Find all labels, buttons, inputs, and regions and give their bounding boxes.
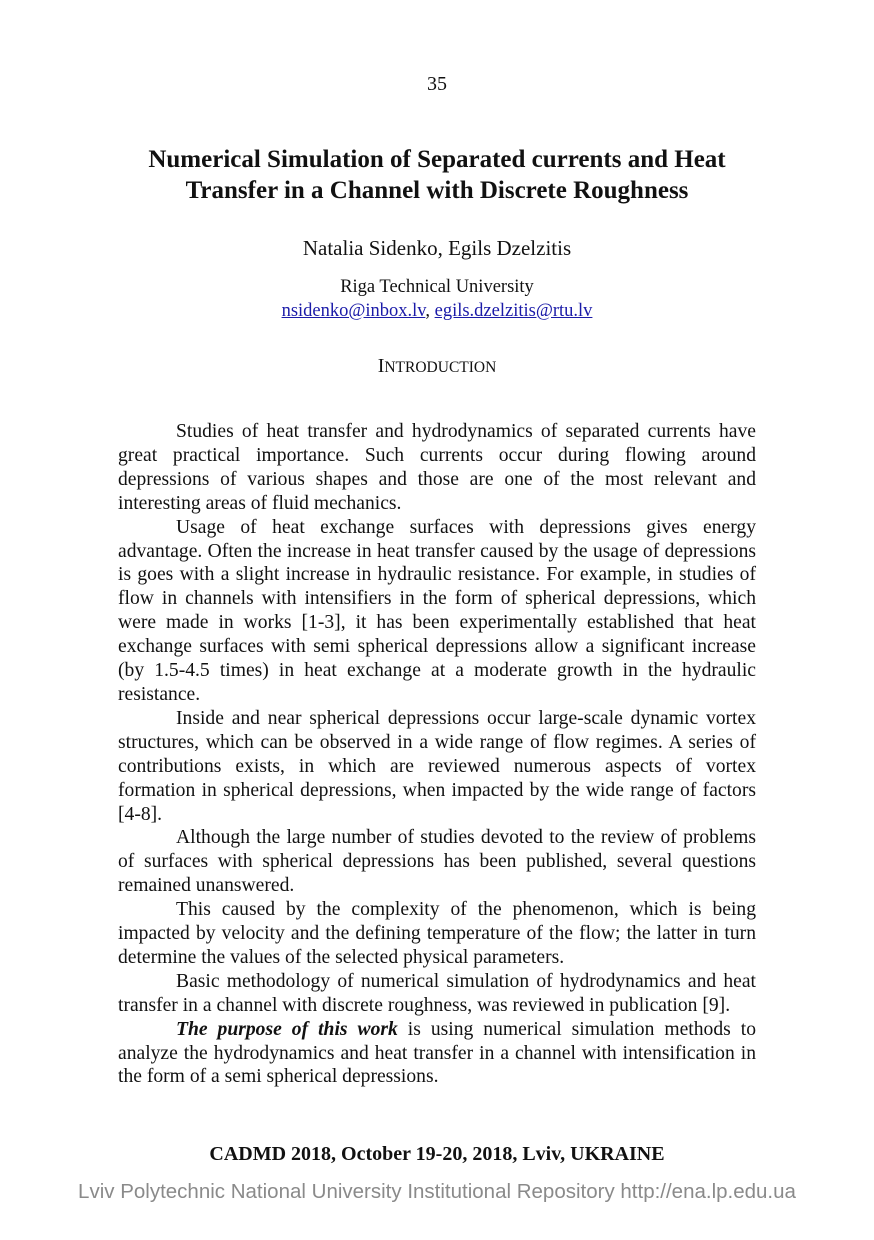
paragraph: Basic methodology of numerical simulation of hydrodynamics and heat transfer in a channel with discrete roughness, was reviewed in publication [9]. (118, 970, 756, 1016)
email-link-sidenko[interactable]: nsidenko@inbox.lv (281, 301, 426, 321)
purpose-emphasis: The purpose of this work (176, 1018, 398, 1040)
emails (0, 299, 874, 323)
affiliation: Riga Technical University (340, 277, 534, 297)
email-separator: , (425, 301, 435, 321)
paper-title: Numerical Simulation of Separated currents and Heat Transfer in a Channel with Discrete Roughness (148, 146, 726, 204)
authors: Natalia Sidenko, Egils Dzelzitis (302, 236, 572, 260)
paragraph: Inside and near spherical depressions occur large-scale dynamic vortex structures, which can be observed in a wide range of flow regimes. A series of contributions exists, in which are reviewed numerous aspects of vortex formation in spherical depressions, when impacted by the wide range of factors [4-8]. (118, 707, 756, 825)
paragraph: Usage of heat exchange surfaces with depressions gives energy advantage. Often the increase in heat transfer caused by the usage of depressions is goes with a slight increase in hydraulic resistance. For example, in studies of flow in channels with intensifiers in the form of spherical depressions, which were made in works [1-3], it has been experimentally established that heat exchange surfaces with semi spherical depressions allow a significant increase (by 1.5-4.5 times) in heat exchange at a moderate growth in the hydraulic resistance. (118, 516, 756, 705)
paragraph: Studies of heat transfer and hydrodynamics of separated currents have great practical importance. Such currents occur during flowing around depressions of various shapes and those are one of the most relevant and interesting areas of fluid mechanics. (118, 421, 756, 514)
affiliation-block (0, 275, 874, 323)
page-number: 35 (427, 73, 447, 95)
body-text (118, 420, 756, 1089)
paragraph: This caused by the complexity of the phenomenon, which is being impacted by velocity and the defining temperature of the flow; the latter in turn determine the values of the selected physical parameters. (118, 899, 756, 968)
purpose-text: is using numerical simulation methods to analyze the hydrodynamics and heat transfer in a channel with intensification in the form of a semi spherical depressions. (118, 1018, 756, 1088)
conference-footer: CADMD 2018, October 19-20, 2018, Lviv, UKRAINE (209, 1143, 665, 1165)
section-heading-rest: NTRODUCTION (384, 359, 497, 376)
section-heading-first: I (377, 355, 385, 377)
section-heading (0, 355, 874, 378)
paragraph: Although the large number of studies devoted to the review of problems of surfaces with spherical depressions has been published, several questions remained unanswered. (118, 827, 756, 897)
email-link-dzelzitis[interactable]: egils.dzelzitis@rtu.lv (434, 301, 593, 321)
purpose-paragraph (118, 1018, 756, 1090)
repository-watermark: Lviv Polytechnic National University Institutional Repository http://ena.lp.edu.ua (78, 1180, 796, 1203)
